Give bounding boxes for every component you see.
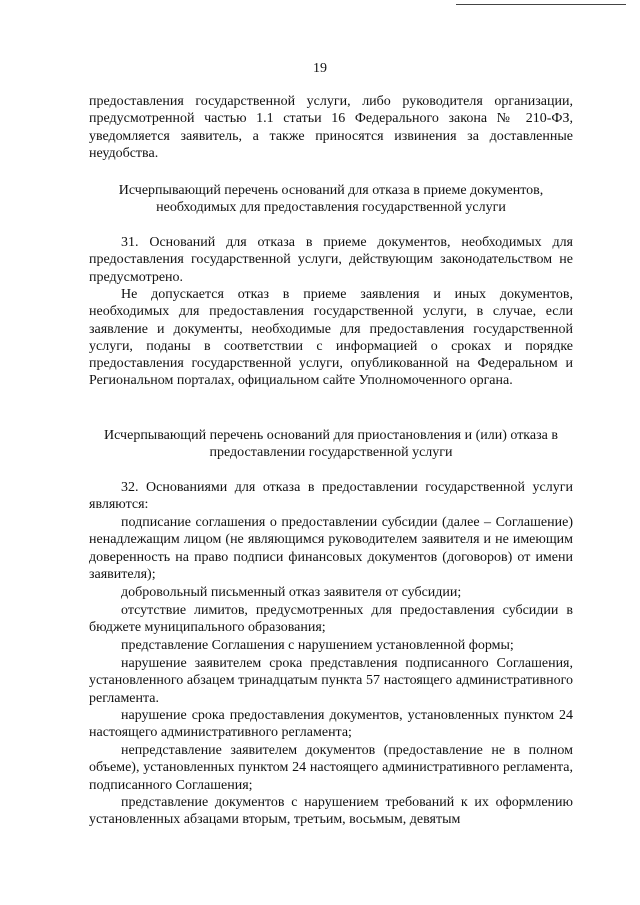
list-item-late-documents: нарушение срока предоставления документов, установленных пунктом 24 настоящего административного регламента; xyxy=(89,708,573,741)
list-item-improper-signatory: подписание соглашения о предоставлении субсидии (далее – Соглашение) ненадлежащим лицом (не являющимся руководителем заявителя и не имеющим доверенность на право подписи финансовых документов (договоров) от имени заявителя); xyxy=(89,515,573,582)
list-item-wrong-form: представление Соглашения с нарушением установленной формы; xyxy=(121,638,514,653)
list-item-incomplete-documents: непредставление заявителем документов (предоставление не в полном объеме), установленных пунктом 24 настоящего административного регламента, подписанного Соглашения; xyxy=(89,743,573,793)
page-number: 19 xyxy=(313,61,327,76)
paragraph-item-31: 31. Оснований для отказа в приеме документов, необходимых для предоставления государственной услуги, действующим законодательством не предусмотрено. xyxy=(89,235,573,285)
list-item-late-agreement: нарушение заявителем срока представления подписанного Соглашения, установленного абзацем тринадцатым пункта 57 настоящего административного регламента. xyxy=(89,656,573,706)
list-item-voluntary-refusal: добровольный письменный отказ заявителя от субсидии; xyxy=(121,585,462,600)
paragraph-continuation: предоставления государственной услуги, либо руководителя организации, предусмотренной частью 1.1 статьи 16 Федерального закона № 210-ФЗ, уведомляется заявитель, а также приносятся извинения за доставленные неудобства. xyxy=(89,94,573,161)
top-rule xyxy=(456,4,626,5)
paragraph-no-refusal: Не допускается отказ в приеме заявления и иных документов, необходимых для предоставления государственной услуги, в случае, если заявление и документы, необходимые для предоставления государственной услуги, поданы в соответствии с информацией о сроках и порядке предоставления государственной услуги, опубликованной на Федеральном и Региональном порталах, официальном сайте Уполномоченного органа. xyxy=(89,287,573,389)
section-heading-refusal-documents: Исчерпывающий перечень оснований для отказа в приеме документов, необходимых для предоставления государственной услуги xyxy=(118,183,544,216)
list-item-document-format-violation: представление документов с нарушением требований к их оформлению установленных абзацами вторым, третьим, восьмым, девятым xyxy=(89,795,573,828)
list-item-no-limits: отсутствие лимитов, предусмотренных для предоставления субсидии в бюджете муниципального образования; xyxy=(89,603,573,636)
section-heading-suspension-refusal: Исчерпывающий перечень оснований для приостановления и (или) отказа в предоставлении государственной услуги xyxy=(104,428,558,461)
paragraph-item-32: 32. Основаниями для отказа в предоставлении государственной услуги являются: xyxy=(89,480,573,513)
